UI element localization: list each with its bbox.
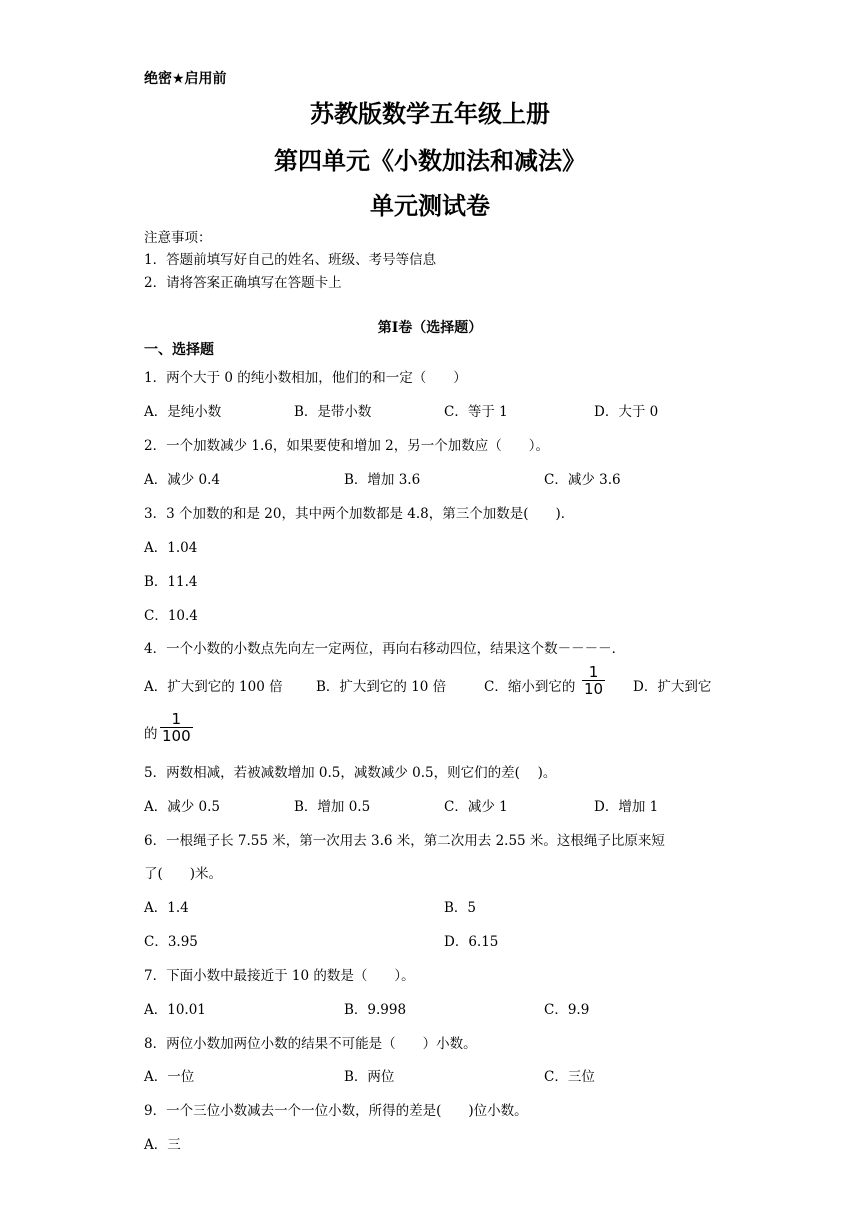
option: A．减少 0.5 [144, 799, 221, 815]
option: C．三位 [544, 1069, 595, 1085]
option: A．扩大到它的 100 倍 [144, 679, 283, 695]
option-continuation: 的 [144, 726, 158, 742]
option: A．1.4 [144, 900, 189, 916]
question-stem: 9．一个三位小数减去一个一位小数，所得的差是( )位小数。 [144, 1103, 528, 1119]
fraction [582, 664, 605, 697]
notes-item: 1．答题前填写好自己的姓名、班级、考号等信息 [144, 252, 437, 268]
doc-title-line3: 单元测试卷 [370, 192, 490, 220]
question-stem-continuation: 了( )米。 [144, 866, 223, 882]
option: B．扩大到它的 10 倍 [316, 679, 447, 695]
option: B．11.4 [144, 574, 198, 590]
fraction-denominator: 10 [584, 680, 604, 698]
fraction-denominator: 100 [162, 727, 191, 745]
notes-item: 2．请将答案正确填写在答题卡上 [144, 275, 342, 291]
question-stem: 3．3 个加数的和是 20，其中两个加数都是 4.8，第三个加数是( )． [144, 506, 575, 522]
option: C．减少 3.6 [544, 472, 621, 488]
option: A．一位 [144, 1069, 195, 1085]
option: A．10.01 [144, 1002, 206, 1018]
option: B．是带小数 [294, 404, 372, 420]
fraction-numerator: 1 [171, 710, 182, 728]
question-stem: 6．一根绳子长 7.55 米，第一次用去 3.6 米，第二次用去 2.55 米。这根绳子比原来短 [144, 833, 665, 849]
option: B．5 [444, 900, 477, 916]
fraction [160, 711, 193, 744]
option: D．扩大到它 [633, 679, 712, 695]
doc-title-line1: 苏教版数学五年级上册 [310, 100, 550, 128]
option: C．10.4 [144, 608, 198, 624]
part-title: 第Ⅰ卷（选择题） [377, 320, 483, 336]
option: D．6.15 [444, 934, 499, 950]
option: C．减少 1 [444, 799, 508, 815]
question-stem: 2．一个加数减少 1.6，如果要使和增加 2，另一个加数应（ ）。 [144, 438, 549, 454]
question-stem: 7．下面小数中最接近于 10 的数是（ ）。 [144, 968, 415, 984]
section-heading: 一、选择题 [144, 342, 214, 358]
option: A．是纯小数 [144, 404, 222, 420]
fraction-numerator: 1 [588, 663, 599, 681]
question-stem: 8．两位小数加两位小数的结果不可能是（ ）小数。 [144, 1036, 477, 1052]
question-stem: 4．一个小数的小数点先向左一定两位，再向右移动四位，结果这个数－－－－． [144, 641, 626, 657]
option: A．三 [144, 1137, 181, 1153]
option: C．等于 1 [444, 404, 508, 420]
option: C．缩小到它的 [484, 679, 576, 695]
option: A．1.04 [144, 540, 198, 556]
question-stem: 1．两个大于 0 的纯小数相加，他们的和一定（ ） [144, 370, 467, 386]
question-stem: 5．两数相减，若被减数增加 0.5，减数减少 0.5，则它们的差( )。 [144, 765, 557, 781]
notes-heading: 注意事项： [144, 230, 212, 246]
doc-title-line2: 第四单元《小数加法和减法》 [274, 147, 586, 175]
option: D．大于 0 [594, 404, 659, 420]
option: C．9.9 [544, 1002, 590, 1018]
confidential-label: 绝密★启用前 [144, 71, 227, 87]
option: C．3.95 [144, 934, 198, 950]
option: B．两位 [344, 1069, 395, 1085]
option: B．9.998 [344, 1002, 407, 1018]
option: B．增加 3.6 [344, 472, 421, 488]
option: D．增加 1 [594, 799, 659, 815]
option: A．减少 0.4 [144, 472, 221, 488]
option: B．增加 0.5 [294, 799, 371, 815]
